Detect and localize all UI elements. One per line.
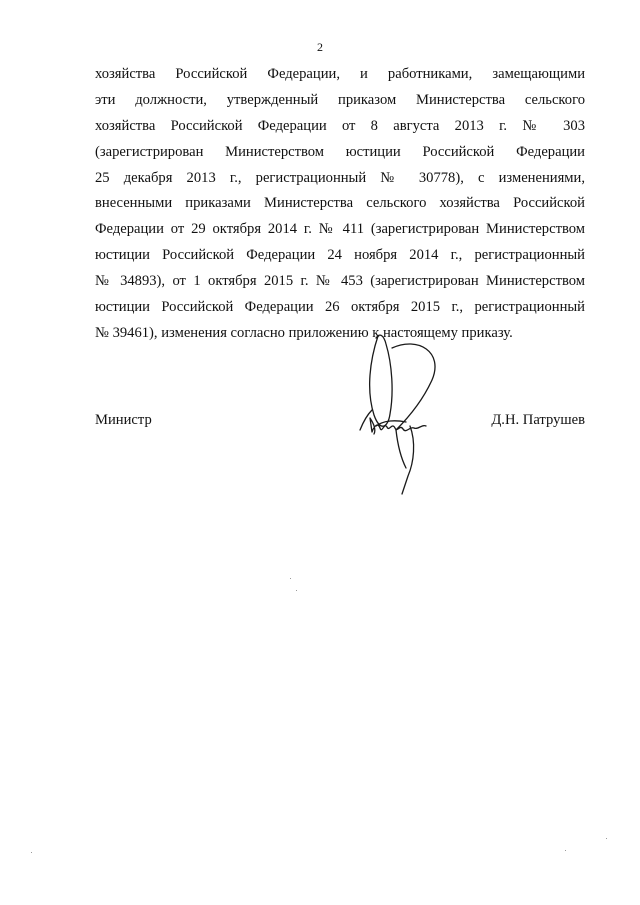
handwritten-signature xyxy=(340,330,450,500)
text-line: эти должности, утвержденный приказом Министерства сельского xyxy=(95,91,585,108)
text-line: № 39461), изменения согласно приложению к настоящему приказу. xyxy=(95,324,513,341)
body-paragraph xyxy=(95,62,585,347)
text-line: юстиции Российской Федерации 24 ноября 2014 г., регистрационный xyxy=(95,247,585,264)
signer-title: Министр xyxy=(95,412,152,428)
text-line: (зарегистрирован Министерством юстиции Российской Федерации xyxy=(95,143,585,160)
text-line: 25 декабря 2013 г., регистрационный № 30778), с изменениями, xyxy=(95,169,585,186)
text-line: внесенными приказами Министерства сельского хозяйства Российской xyxy=(95,195,585,212)
scan-speck xyxy=(606,838,607,839)
page-number: 2 xyxy=(317,40,323,54)
text-line: Федерации от 29 октября 2014 г. № 411 (зарегистрирован Министерством xyxy=(95,221,585,238)
scan-speck xyxy=(290,578,291,579)
text-line: хозяйства Российской Федерации от 8 августа 2013 г. № 303 xyxy=(95,117,585,134)
signer-name: Д.Н. Патрушев xyxy=(491,412,585,428)
text-line: юстиции Российской Федерации 26 октября 2015 г., регистрационный xyxy=(95,299,585,316)
text-line: хозяйства Российской Федерации, и работниками, замещающими xyxy=(95,66,585,82)
scan-speck xyxy=(296,590,297,591)
scan-speck xyxy=(565,850,566,851)
text-line: № 34893), от 1 октября 2015 г. № 453 (зарегистрирован Министерством xyxy=(95,273,585,290)
scan-speck xyxy=(31,852,32,853)
